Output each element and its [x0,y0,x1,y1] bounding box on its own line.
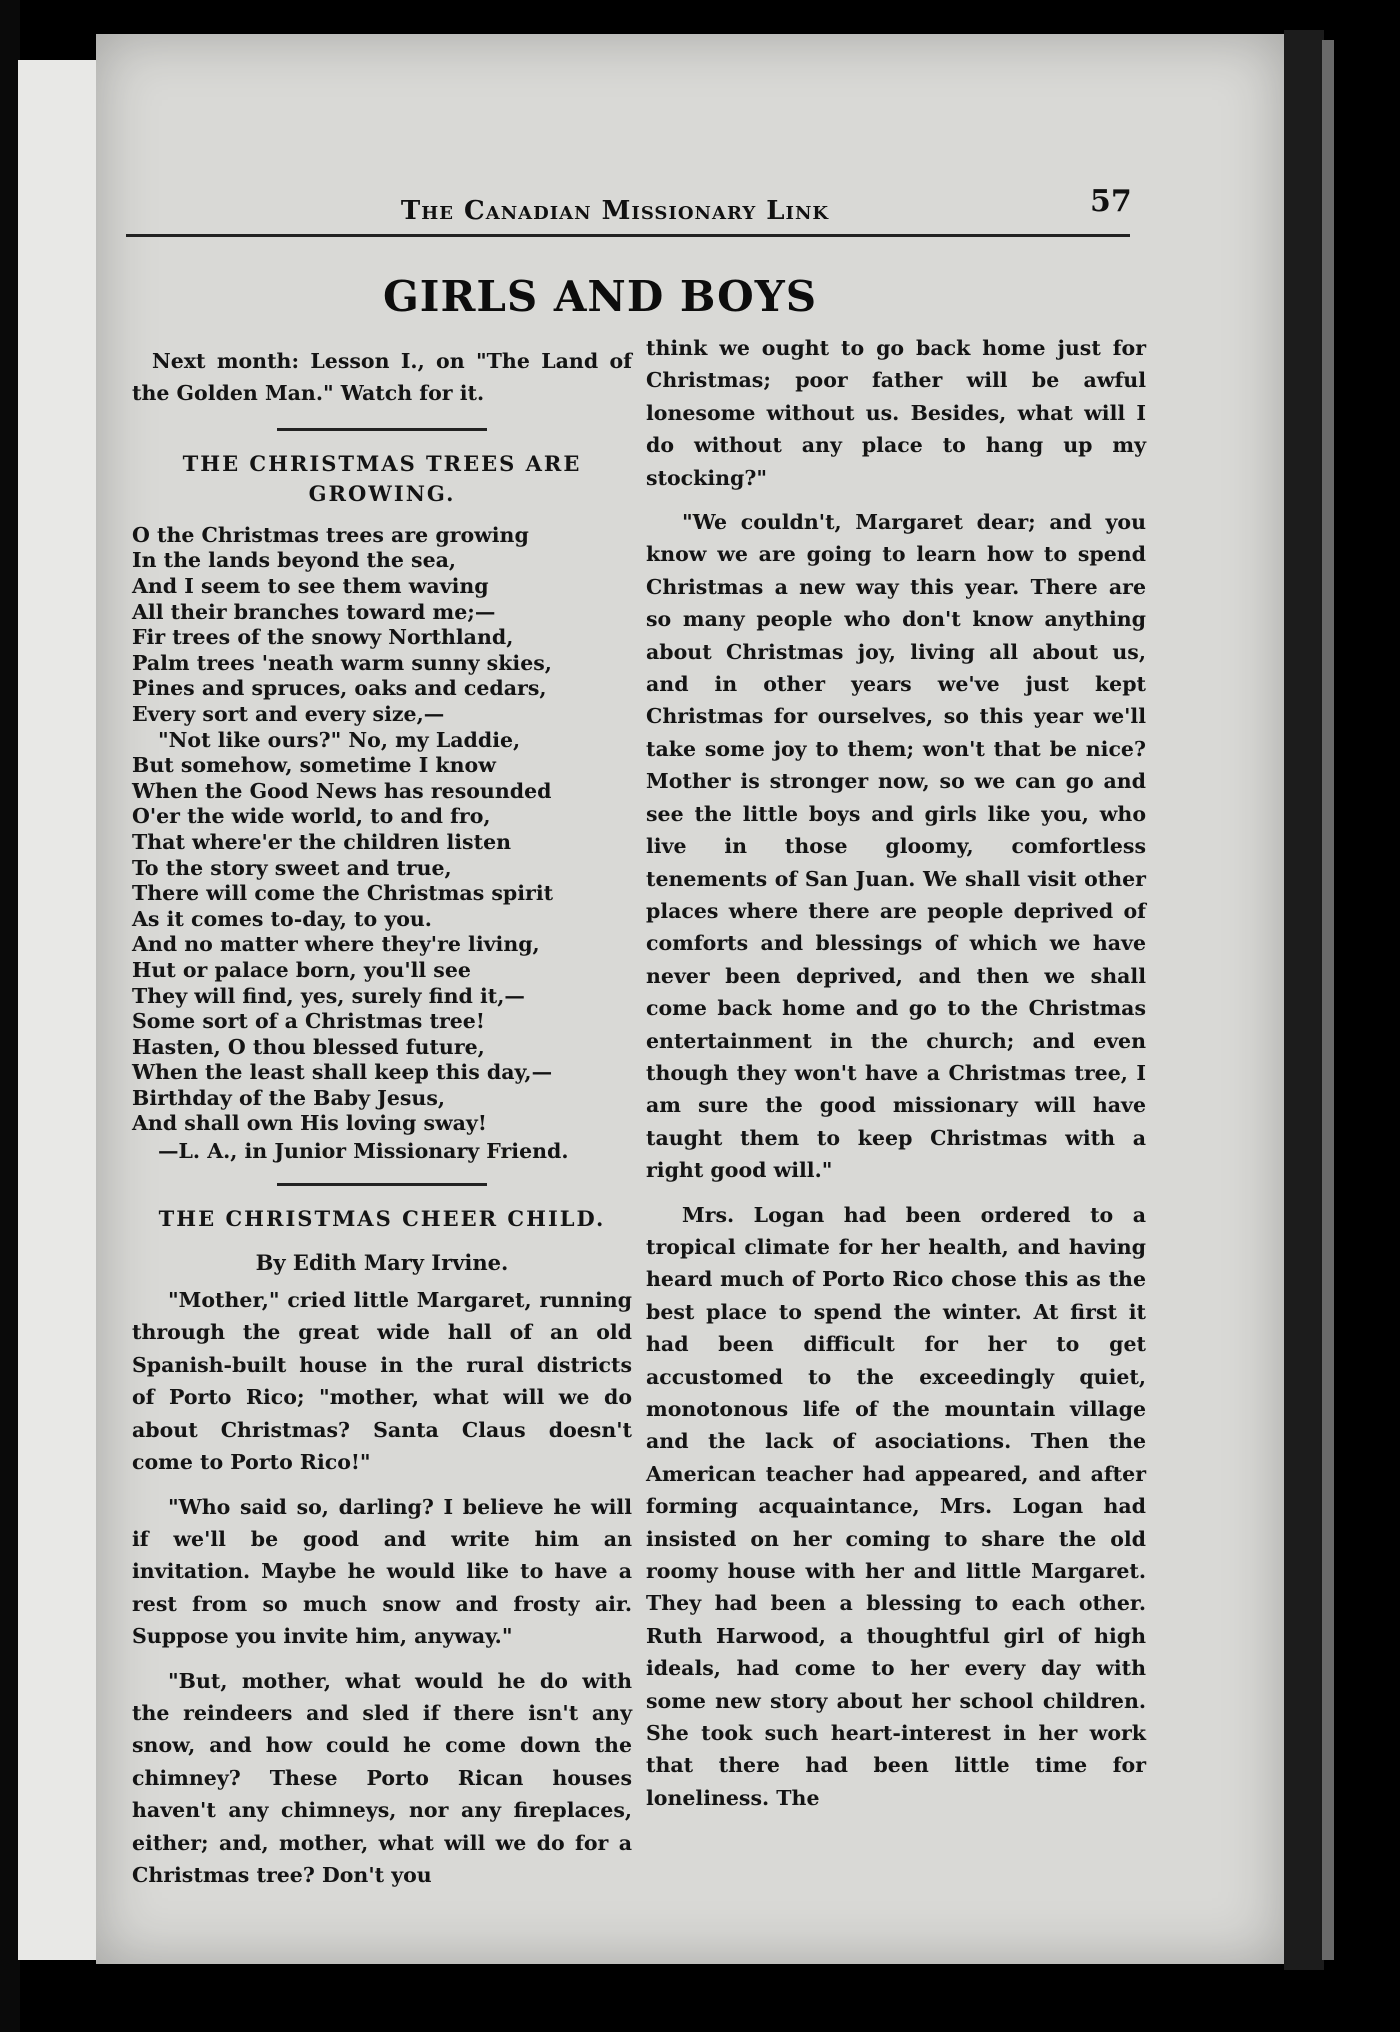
poem-line: Every sort and every size,— [132,701,445,726]
story-byline: By Edith Mary Irvine. [255,1250,509,1276]
story-paragraph: "But, mother, what would he do with the reindeers and sled if there isn't any snow, and how could he come down the chimney? These Porto Rican houses haven't any chimneys, nor any fireplaces, either; and, mother, what will we do for a Christmas tree? Don't you [132,1668,632,1887]
spine-highlight [1322,40,1334,1960]
next-month-notice: Next month: Lesson I., on "The Land of the Golden Man." Watch for it. [132,349,632,406]
right-column [646,332,1146,1814]
story-title: THE CHRISTMAS CHEER CHILD. [158,1206,606,1232]
poem-line: When the least shall keep this day,— [132,1060,553,1085]
poem-line: That where'er the children listen [132,829,512,854]
poem-line: To the story sweet and true, [132,855,452,880]
poem-line: Hut or palace born, you'll see [132,957,471,982]
scan-border-left [0,0,20,2032]
poem-line: There will come the Christmas spirit [132,881,554,906]
facing-page-edge [18,60,96,1960]
divider-rule [277,428,487,431]
poem-line: O'er the wide world, to and fro, [132,804,491,829]
poem-line: But somehow, sometime I know [132,753,496,778]
poem-line: When the Good News has resounded [132,778,552,803]
poem-line: Fir trees of the snowy Northland, [132,625,514,650]
poem-line: Some sort of a Christmas tree! [132,1009,485,1034]
poem-line: And shall own His loving sway! [132,1111,487,1136]
poem-line: Pines and spruces, oaks and cedars, [132,676,547,701]
poem-line: And I seem to see them waving [132,574,489,598]
header-rule [126,234,1130,237]
poem-title: THE CHRISTMAS TREES ARE GROWING. [182,450,582,506]
poem-line: All their branches toward me;— [132,599,496,624]
divider-rule [277,1183,487,1186]
poem-verse [132,523,632,1137]
poem-line: "Not like ours?" No, my Laddie, [158,727,521,752]
poem-line: As it comes to-day, to you. [132,906,432,931]
poem-line: Birthday of the Baby Jesus, [132,1085,445,1110]
poem-credit: —L. A., in Junior Missionary Friend. [158,1139,569,1164]
page-number: 57 [1090,184,1132,219]
poem-line: Palm trees 'neath warm sunny skies, [132,650,552,675]
section-title: GIRLS AND BOYS [382,272,818,321]
story-paragraph: think we ought to go back home just for Christmas; poor father will be awful lonesome without us. Besides, what will I do without any place to hang up my stocking?" [646,336,1146,490]
story-paragraph: "We couldn't, Margaret dear; and you know we are going to learn how to spend Christmas a new way this year. There are so many people who don't know anything about Christmas joy, living all about us, and in other years we've just kept Christmas for ourselves, so this year we'll take some joy to them; won't that be nice? Mother is stronger now, so we can go and see the little boys and girls like you, who live in those gloomy, comfortless tenements of San Juan. We shall visit other places where there are people deprived of comforts and blessings of which we have never been deprived, and then we shall come back home and go to the Christmas entertainment in the church; and even though they won't have a Christmas tree, I am sure the good missionary will have taught them to keep Christmas with a right good will." [646,510,1146,1183]
poem-line: In the lands beyond the sea, [132,548,457,573]
left-column [132,345,632,1891]
poem-line: And no matter where they're living, [132,932,540,957]
book-spine [1284,30,1324,1970]
poem-line: O the Christmas trees are growing [132,522,529,547]
story-paragraph: Mrs. Logan had been ordered to a tropical climate for her health, and having heard much of Porto Rico chose this as the best place to spend the winter. At first it had been difficult for her to get accustomed to the exceedingly quiet, monotonous life of the mountain village and the lack of asociations. Then the American teacher had appeared, and after forming acquaintance, Mrs. Logan had insisted on her coming to share the old roomy house with her and little Margaret. They had been a blessing to each other. Ruth Harwood, a thoughtful girl of high ideals, had come to her every day with some new story about her school children. She took such heart-interest in her work that there had been little time for loneliness. The [646,1202,1146,1810]
poem-line: Hasten, O thou blessed future, [132,1034,485,1059]
running-title: The Canadian Missionary Link [400,196,830,226]
story-paragraph: "Mother," cried little Margaret, running through the great wide hall of an old Spanish-built house in the rural districts of Porto Rico; "mother, what will we do about Christmas? Santa Claus doesn't come to Porto Rico!" [132,1288,632,1475]
poem-line: They will find, yes, surely find it,— [132,983,525,1008]
story-paragraph: "Who said so, darling? I believe he will if we'll be good and write him an invitation. Maybe he would like to have a rest from so much snow and frosty air. Suppose you invite him, anyway." [132,1494,632,1649]
